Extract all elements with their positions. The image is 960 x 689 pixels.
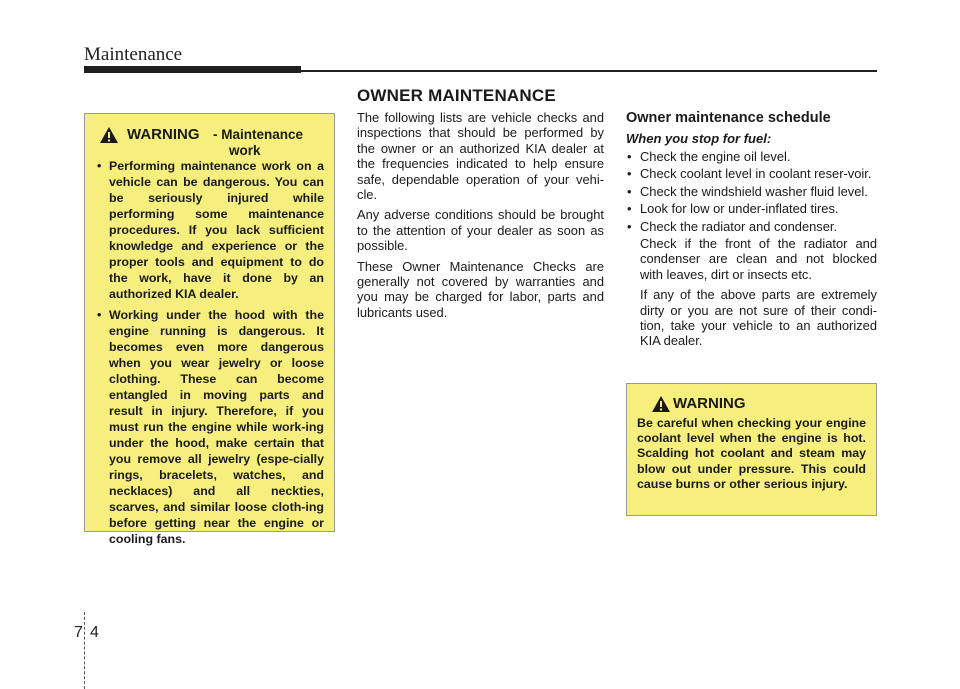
intro-text	[357, 110, 604, 325]
header-rule-thin	[301, 70, 877, 72]
schedule-heading: Owner maintenance schedule	[626, 110, 831, 126]
coolant-warning-box	[626, 383, 877, 516]
intro-paragraph: The following lists are vehicle checks and inspections that should be performed by the owner or an authorized KIA dealer at the frequencies indicated to help ensure safe, dependable operation of your vehi-cle.	[357, 110, 604, 203]
header-rule-thick	[84, 66, 301, 73]
warning-list	[95, 158, 324, 547]
warning-triangle-icon	[99, 126, 119, 144]
check-item: • Check the engine oil level.	[626, 149, 877, 164]
intro-paragraph: Any adverse conditions should be brought to the attention of your dealer as soon as possible.	[357, 207, 604, 254]
check-item: • Check coolant level in coolant reser-voir.	[626, 166, 877, 181]
check-item-radiator	[626, 219, 877, 349]
warning-item: • Performing maintenance work on a vehicle can be dangerous. You can be seriously injured while performing some maintenance procedures. If you lack sufficient knowledge and experience or the proper tools and equipment to do the work, have it done by an authorized KIA dealer.	[95, 158, 324, 302]
check-list	[626, 149, 877, 349]
radiator-note: Check if the front of the radiator and condenser are clean and not blocked with leaves, dirt or insects etc.	[640, 236, 877, 282]
section-heading: OWNER MAINTENANCE	[357, 86, 556, 105]
maintenance-warning-box	[84, 113, 335, 546]
warning-subtitle-line2: work	[229, 143, 261, 158]
check-item: • Look for low or under-inflated tires.	[626, 201, 877, 216]
warning-subtitle-line1: - Maintenance	[213, 127, 304, 142]
intro-paragraph: These Owner Maintenance Checks are generally not covered by warranties and you may be charged for labor, parts and lubricants used.	[357, 258, 604, 320]
radiator-note: If any of the above parts are extremely dirty or you are not sure of their condi-tion, take your vehicle to an authorized KIA dealer.	[640, 287, 877, 349]
schedule-subheading: When you stop for fuel:	[626, 131, 772, 146]
check-item-text: Check the radiator and condenser.	[640, 218, 838, 234]
warning-label: WARNING	[127, 126, 200, 143]
schedule-section	[626, 110, 877, 354]
warning-header	[637, 394, 866, 416]
check-item: • Check the windshield washer fluid level.	[626, 184, 877, 199]
warning-header	[95, 124, 324, 158]
coolant-warning-text: Be careful when checking your engine coolant level when the engine is hot. Scalding hot coolant and steam may blow out under pressure. This could cause burns or other serious injury.	[637, 416, 866, 491]
page-header-title: Maintenance	[84, 44, 183, 65]
warning-label: WARNING	[673, 395, 746, 412]
page-margin-line	[84, 612, 85, 689]
warning-item: • Working under the hood with the engine running is dangerous. It becomes even more dangerous when you wear jewelry or loose clothing. These can become entangled in moving parts and result in injury. Therefore, if you must run the engine while work-ing under the hood, make certain that you remove all jewelry (espe-cially rings, bracelets, watches, and necklaces) and all neckties, scarves, and similar loose cloth-ing before getting near the engine or cooling fans.	[95, 307, 324, 547]
page-number: 4	[90, 624, 99, 641]
chapter-number: 7	[74, 624, 83, 641]
warning-triangle-icon	[651, 395, 671, 413]
